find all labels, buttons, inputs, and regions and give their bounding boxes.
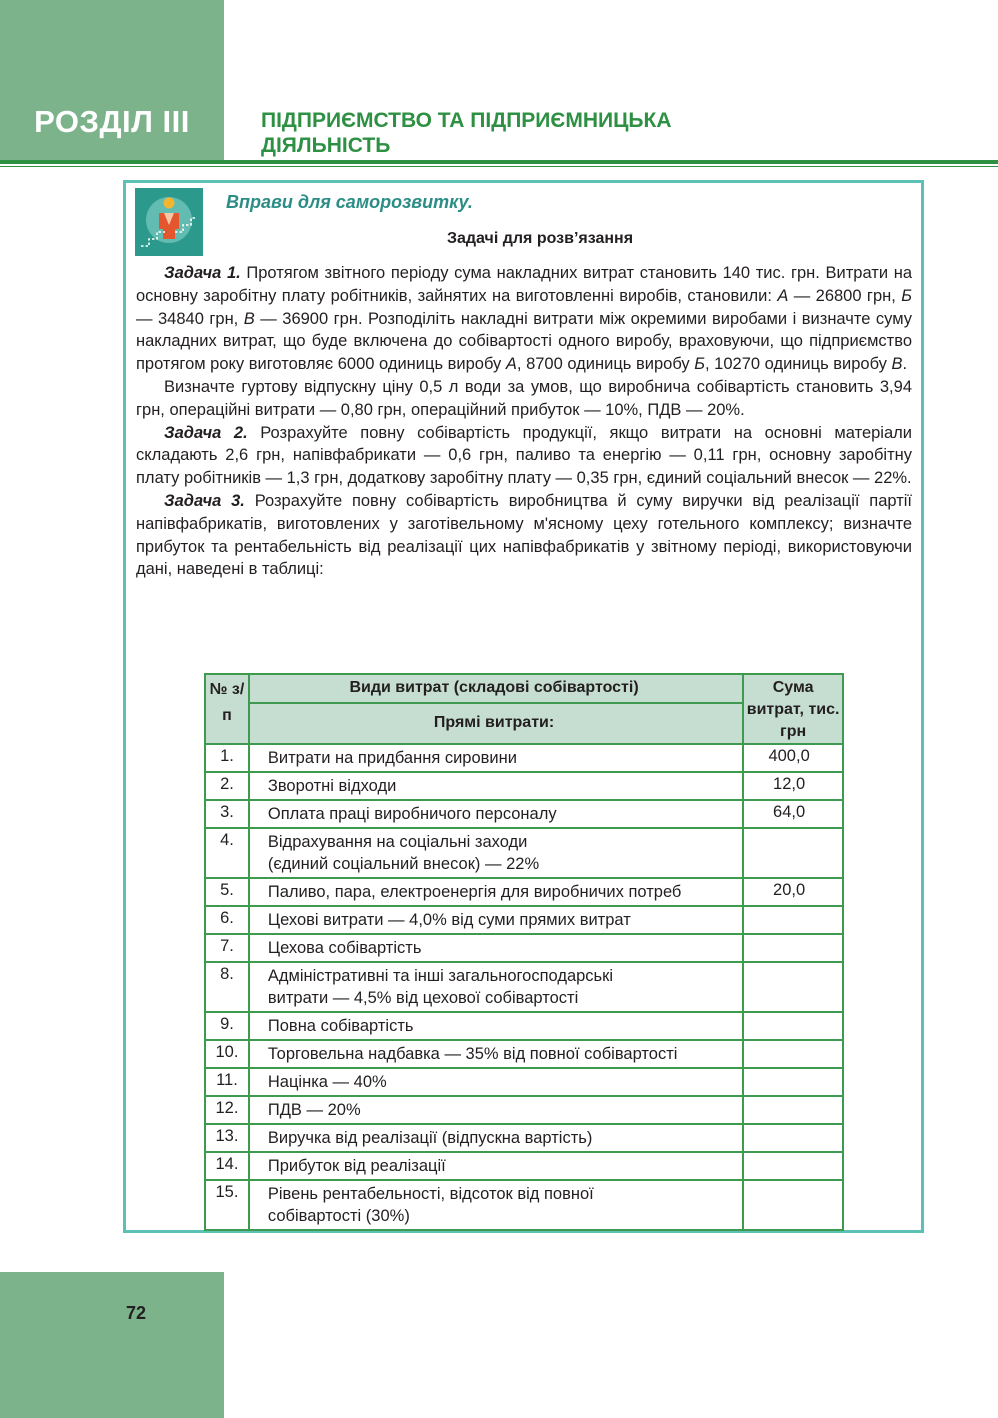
row-sum: 20,0 [743,878,843,906]
row-number: 14. [205,1152,249,1180]
row-cost-name: Оплата праці виробничого персоналу [249,800,743,828]
header-sum: Сума витрат, тис. грн [743,674,843,744]
row-sum [743,828,843,878]
product-v-label: В [243,309,255,328]
task1-text-part1: Протягом звітного періоду сума накладних витрат становить 140 тис. грн. Витрати на основну заробітну плату робітників, зайнятих на виготовленні виробів, становили: [136,264,912,305]
task1-text-part7: . [902,355,908,374]
row-sum [743,1152,843,1180]
row-cost-name: Витрати на придбання сировини [249,744,743,772]
header-rule-thick [0,160,998,164]
row-cost-name: Повна собівартість [249,1012,743,1040]
tasks-heading: Задачі для розв’язання [446,230,634,247]
row-cost-name: Цехові витрати — 4,0% від суми прямих витрат [249,906,743,934]
task1-paragraph [136,262,912,376]
row-cost-name: ПДВ — 20% [249,1096,743,1124]
section-label: РОЗДІЛ III [34,104,190,139]
task1-text-part5: , 8700 одиниць виробу [516,355,695,374]
row-sum [743,1040,843,1068]
header-rule-thin [0,166,998,167]
row-cost-name: Виручка від реалізації (відпускна вартість) [249,1124,743,1152]
row-sum [743,1012,843,1040]
row-cost-name: Торговельна надбавка — 35% від повної собівартості [249,1040,743,1068]
task2-text: Розрахуйте повну собівартість продукції, якщо витрати на основні матеріали складають 2,6 грн, напівфабрикати — 0,6 грн, паливо та енергію — 0,11 грн, основну заробітну плату робітників — 1,3 грн, додаткову заробітну плату — 0,35 грн, єдиний соціальний внесок — 22%. [136,423,912,488]
chapter-title-line1: ПІДПРИЄМСТВО ТА ПІДПРИЄМНИЦЬКА [261,109,672,132]
table-row [205,828,843,878]
row-cost-name-line1: Рівень рентабельності, відсоток від повної [267,1185,594,1203]
table-row [205,744,843,772]
row-cost-name [249,962,743,1012]
row-cost-name: Прибуток від реалізації [249,1152,743,1180]
product-v-label: В [891,355,903,374]
row-cost-name: Зворотні відходи [249,772,743,800]
row-number: 1. [205,744,249,772]
table-row [205,962,843,1012]
row-number: 4. [205,828,249,878]
row-number: 7. [205,934,249,962]
row-number: 5. [205,878,249,906]
table-row [205,934,843,962]
row-sum: 400,0 [743,744,843,772]
row-sum [743,1180,843,1230]
row-sum: 64,0 [743,800,843,828]
row-number: 10. [205,1040,249,1068]
table-row [205,1012,843,1040]
row-cost-name: Цехова собівартість [249,934,743,962]
row-number: 2. [205,772,249,800]
row-sum [743,1124,843,1152]
row-sum [743,962,843,1012]
table-row [205,1040,843,1068]
row-number: 12. [205,1096,249,1124]
row-sum [743,1096,843,1124]
row-cost-name: Паливо, пара, електроенергія для виробничих потреб [249,878,743,906]
table-row [205,1068,843,1096]
row-sum [743,934,843,962]
row-cost-name-line1: Відрахування на соціальні заходи [267,833,528,851]
row-cost-name-line2: (єдиний соціальний внесок) — 22% [267,855,540,873]
table-row [205,906,843,934]
task1-text-part3: — 34840 грн, [136,309,244,328]
row-cost-name-line2: витрати — 4,5% від цехової собівартості [267,989,579,1007]
product-b-label: Б [694,355,705,374]
chapter-title-line2: ДІЯЛЬНІСТЬ [261,134,391,157]
task3-label: Задача 3. [164,491,245,510]
task2-paragraph [136,422,912,490]
table-row [205,772,843,800]
table-row [205,1096,843,1124]
product-a-label: А [777,286,789,305]
product-a-label: А [505,355,517,374]
row-cost-name-line1: Адміністративні та інші загальногосподарські [267,967,614,985]
row-sum [743,1068,843,1096]
header-no: № з/п [205,674,249,744]
row-number: 9. [205,1012,249,1040]
header-kind: Види витрат (складові собівартості) [249,674,743,703]
costs-table [204,673,844,1231]
tasks-text [136,262,912,581]
page-number: 72 [125,1303,147,1323]
row-number: 8. [205,962,249,1012]
product-b-label: Б [901,286,912,305]
task1-text-part4: — 36900 грн. Розподіліть накладні витрати між окремими виробами і визначте суму накладних витрат, що буде включена до собівартості одного виробу, враховуючи, що підприємство протягом року виготовляє 6000 одиниць виробу [136,309,912,374]
task1-text-part2: — 26800 грн, [788,286,902,305]
row-number: 13. [205,1124,249,1152]
task1-paragraph-2: Визначте гуртову відпускну ціну 0,5 л води за умов, що виробнича собівартість становить 3,94 грн, операційні витрати — 0,80 грн, операційний прибуток — 10%, ПДВ — 20%. [136,377,912,419]
task1-text-part6: , 10270 одиниць виробу [705,355,892,374]
row-cost-name [249,1180,743,1230]
row-cost-name: Націнка — 40% [249,1068,743,1096]
task3-paragraph [136,490,912,581]
row-sum [743,906,843,934]
row-number: 3. [205,800,249,828]
table-row [205,1124,843,1152]
task2-label: Задача 2. [164,423,248,442]
row-number: 6. [205,906,249,934]
table-row [205,800,843,828]
exercise-title: Вправи для саморозвитку. [226,192,473,212]
row-cost-name-line2: собівартості (30%) [267,1207,410,1225]
header-direct-costs: Прямі витрати: [249,703,743,744]
table-row [205,1180,843,1230]
row-number: 15. [205,1180,249,1230]
task3-text: Розрахуйте повну собівартість виробництва й суму виручки від реалізації партії напівфабрикатів, виготовлених у заготівельному м'ясному цеху готельного комплексу; визначте прибуток та рентабельність від реалізації цих напівфабрикатів у звітному періоді, використовуючи дані, наведені в таблиці: [136,491,912,579]
table-row [205,1152,843,1180]
task1-label: Задача 1. [164,264,241,282]
table-row [205,878,843,906]
row-cost-name [249,828,743,878]
chapter-title [261,108,901,158]
row-sum: 12,0 [743,772,843,800]
row-number: 11. [205,1068,249,1096]
section-sidebar-bottom [0,1272,224,1418]
